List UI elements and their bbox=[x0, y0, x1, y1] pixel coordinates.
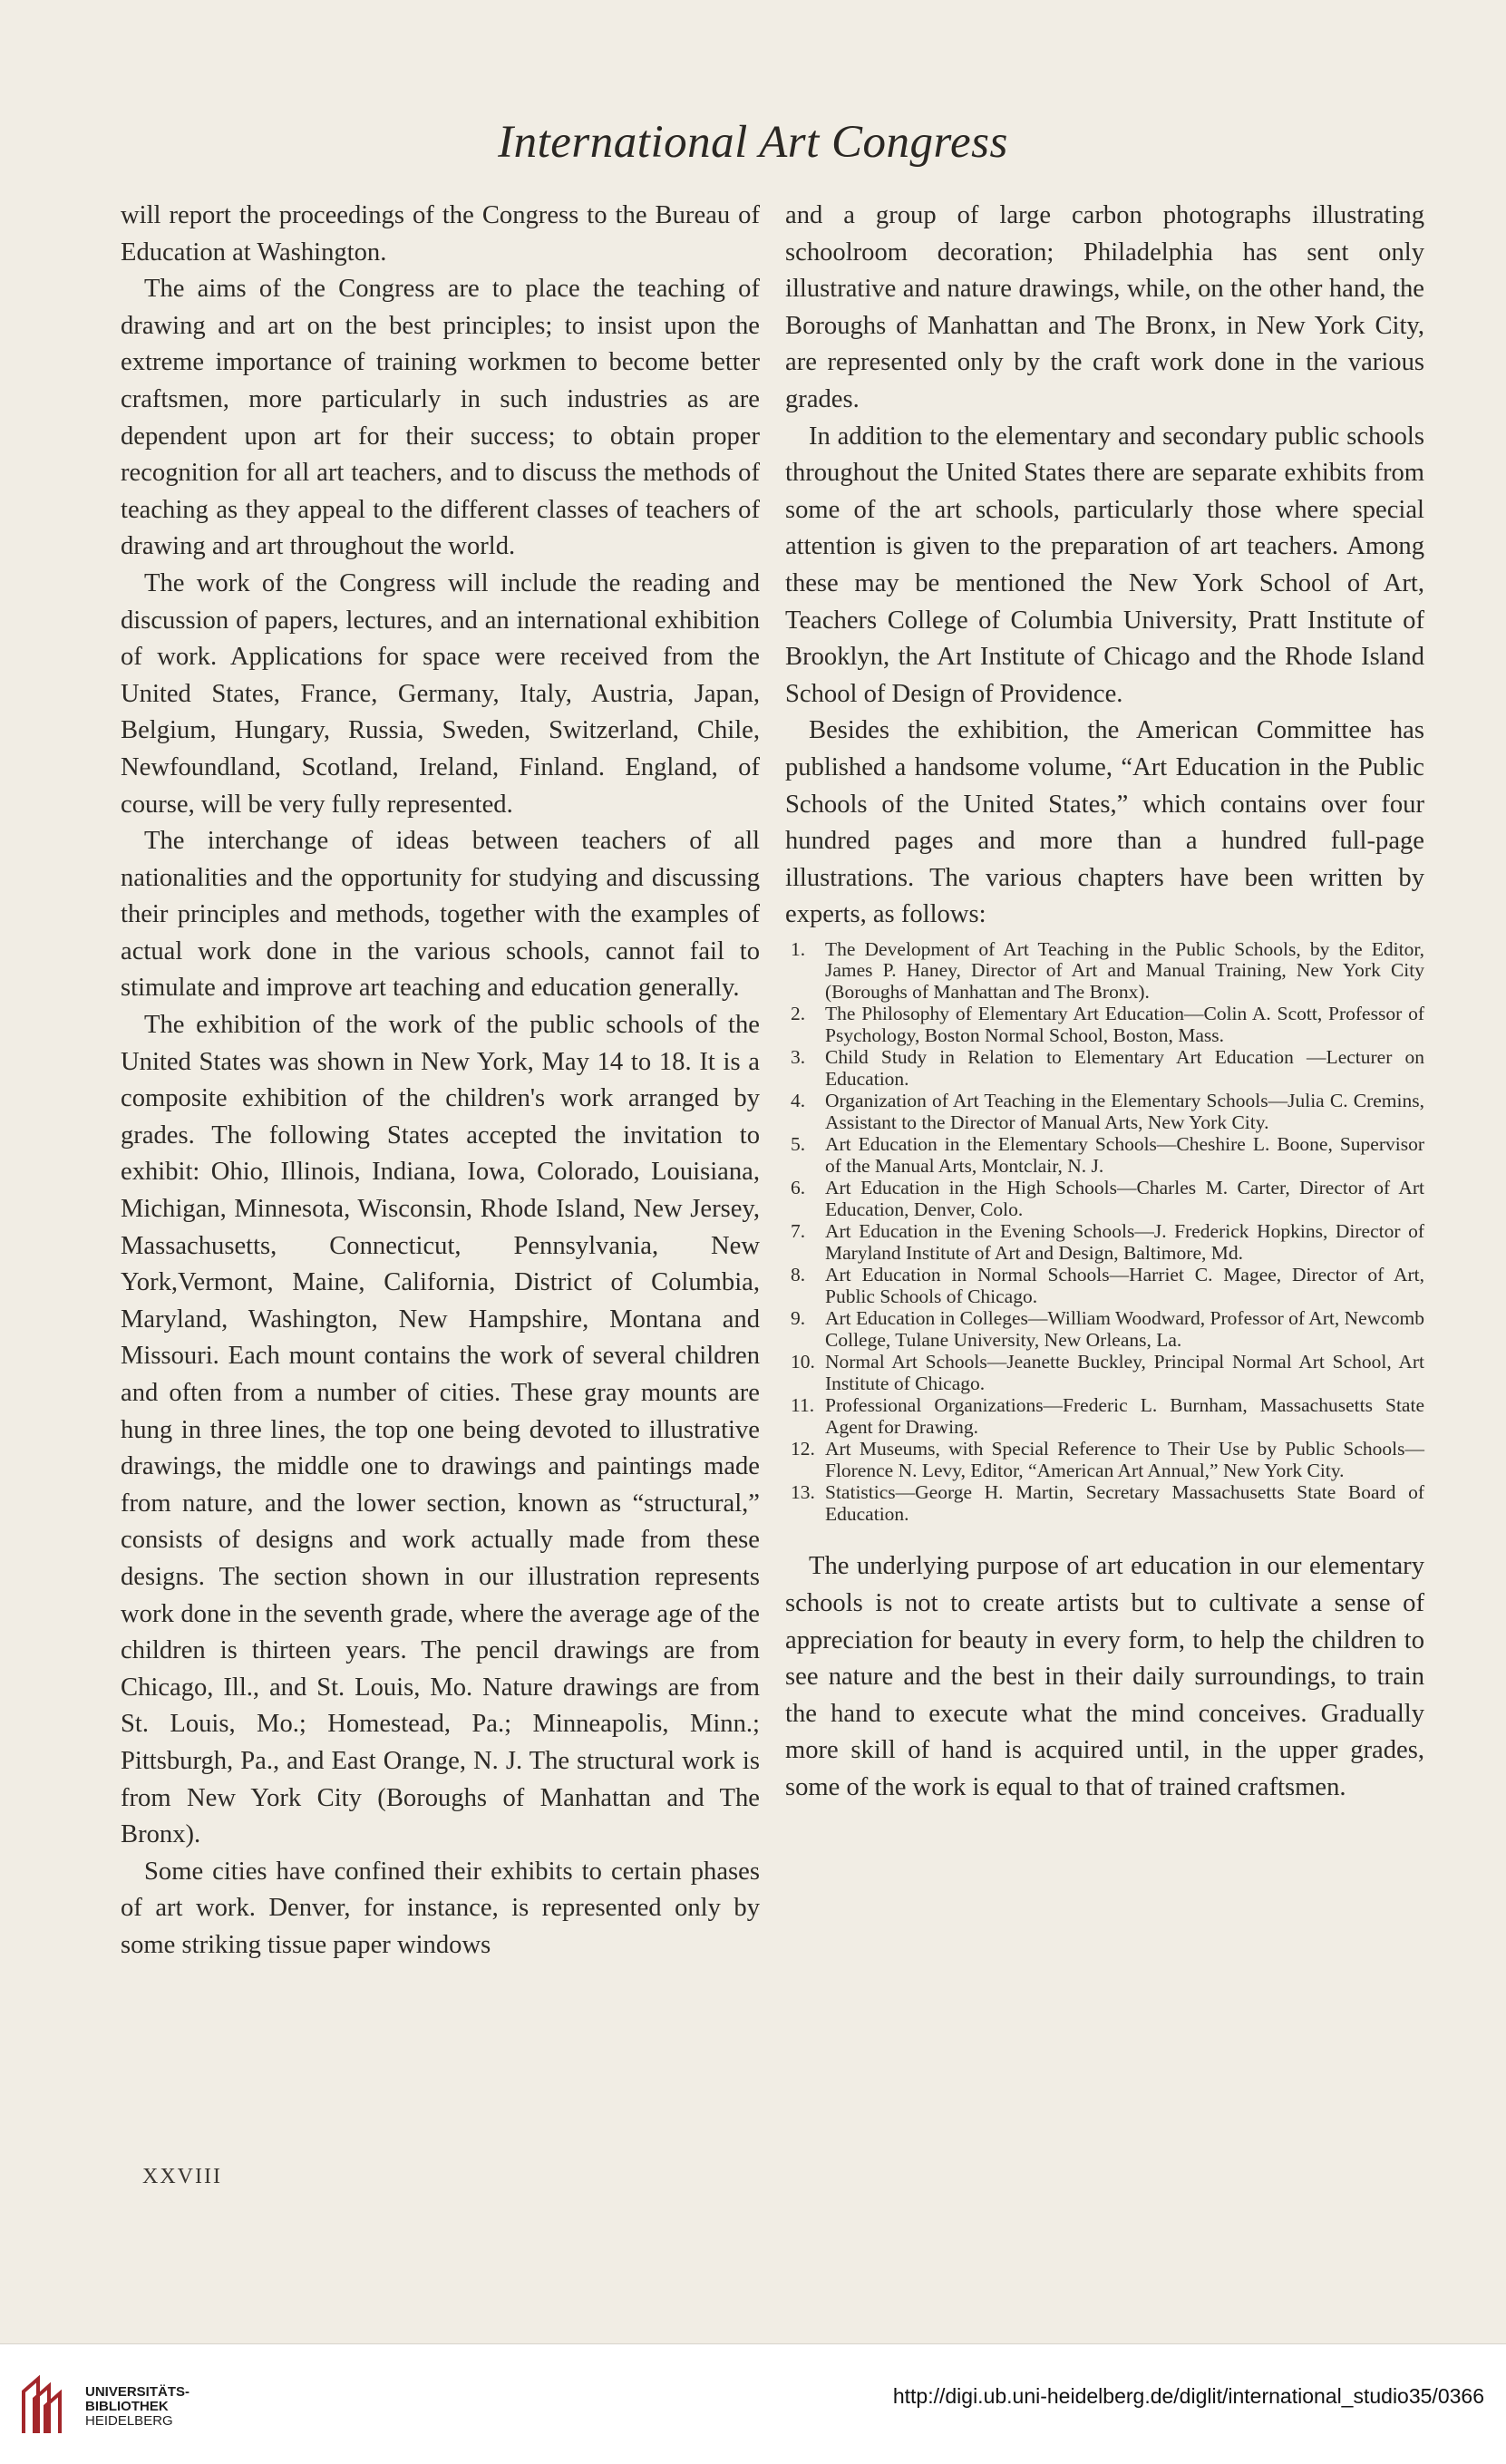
chapter-text: The Philosophy of Elementary Art Education—Colin A. Scott, Professor of Psychology, Boston Normal School, Boston, Mass. bbox=[825, 1003, 1424, 1046]
left-column bbox=[121, 198, 760, 1964]
chapter-text: Art Education in the Elementary Schools—Cheshire L. Boone, Supervisor of the Manual Arts, Montclair, N. J. bbox=[825, 1133, 1424, 1177]
paragraph: Some cities have confined their exhibits to certain phases of art work. Denver, for instance, is represented only by some striking tissue paper windows bbox=[121, 1857, 760, 1959]
chapter-item bbox=[785, 1308, 1424, 1351]
chapter-item bbox=[785, 1265, 1424, 1307]
library-line: UNIVERSITÄTS- bbox=[85, 2384, 190, 2400]
paragraph: The aims of the Congress are to place the teaching of drawing and art on the best principles; to insist upon the extreme importance of training workmen to become better craftsmen, more particularly in such industries as are dependent upon art for their success; to obtain proper recognition for all art teachers, and to discuss the methods of teaching as they appeal to the different classes of teachers of drawing and art throughout the world. bbox=[121, 275, 760, 561]
chapter-item bbox=[785, 1004, 1424, 1046]
chapter-number: 8. bbox=[791, 1264, 806, 1286]
chapter-text: Art Museums, with Special Reference to Their Use by Public Schools—Florence N. Levy, Editor, “American Art Annual,” New York City. bbox=[825, 1438, 1424, 1481]
chapter-text: Child Study in Relation to Elementary Art Education —Lecturer on Education. bbox=[825, 1046, 1424, 1090]
library-logo-icon bbox=[18, 2373, 69, 2435]
chapter-text: Art Education in the High Schools—Charles M. Carter, Director of Art Education, Denver, Colo. bbox=[825, 1177, 1424, 1220]
paragraph: In addition to the elementary and secondary public schools throughout the United States there are separate exhibits from some of the art schools, particularly those where special attention is given to the preparation of art teachers. Among these may be mentioned the New York School of Art, Teachers College of Columbia University, Pratt Institute of Brooklyn, the Art Institute of Chicago and the Rhode Island School of Design of Providence. bbox=[785, 422, 1424, 708]
chapter-text: Art Education in Colleges—William Woodward, Professor of Art, Newcomb College, Tulane University, New Orleans, La. bbox=[825, 1307, 1424, 1351]
chapter-text: The Development of Art Teaching in the Public Schools, by the Editor, James P. Haney, Director of Art and Manual Training, New York City (Boroughs of Manhattan and The Bronx). bbox=[825, 937, 1424, 1003]
running-header: International Art Congress bbox=[498, 117, 1008, 168]
chapter-number: 3. bbox=[791, 1046, 806, 1069]
chapter-item bbox=[785, 1178, 1424, 1220]
chapter-text: Normal Art Schools—Jeanette Buckley, Principal Normal Art School, Art Institute of Chicago. bbox=[825, 1351, 1424, 1394]
paragraph: The interchange of ideas between teachers of all nationalities and the opportunity for studying and discussing their principles and methods, together with the examples of actual work done in the various schools, cannot fail to stimulate and improve art teaching and education generally. bbox=[121, 827, 760, 1003]
paragraph: The underlying purpose of art education in our elementary schools is not to create artists but to cultivate a sense of appreciation for beauty in every form, to help the children to see nature and the best in their daily surroundings, to train the hand to execute what the mind conceives. Gradually more skill of hand is acquired until, in the upper grades, some of the work is equal to that of trained craftsmen. bbox=[785, 1552, 1424, 1801]
chapter-item bbox=[785, 1047, 1424, 1090]
paragraph: will report the proceedings of the Congress to the Bureau of Education at Washington. bbox=[121, 201, 760, 267]
library-line: HEIDELBERG bbox=[85, 2413, 173, 2429]
chapter-item bbox=[785, 1439, 1424, 1481]
chapter-item bbox=[785, 1482, 1424, 1525]
chapter-number: 6. bbox=[791, 1177, 806, 1199]
library-name bbox=[85, 2385, 189, 2429]
chapter-text: Organization of Art Teaching in the Elementary Schools—Julia C. Cremins, Assistant to the Director of Manual Arts, New York City. bbox=[825, 1090, 1424, 1133]
chapter-number: 1. bbox=[791, 937, 806, 960]
right-column bbox=[785, 198, 1424, 1807]
chapter-number: 10. bbox=[791, 1351, 815, 1373]
chapter-number: 13. bbox=[791, 1481, 815, 1504]
chapter-text: Art Education in Normal Schools—Harriet C. Magee, Director of Art, Public Schools of Chicago. bbox=[825, 1264, 1424, 1307]
chapter-item bbox=[785, 939, 1424, 1004]
chapter-text: Art Education in the Evening Schools—J. Frederick Hopkins, Director of Maryland Institute of Art and Design, Baltimore, Md. bbox=[825, 1220, 1424, 1264]
chapter-number: 4. bbox=[791, 1090, 806, 1112]
source-url-link[interactable]: http://digi.ub.uni-heidelberg.de/diglit/international_studio35/0366 bbox=[892, 2384, 1484, 2408]
chapter-item bbox=[785, 1091, 1424, 1133]
chapter-text: Statistics—George H. Martin, Secretary Massachusetts State Board of Education. bbox=[825, 1481, 1424, 1525]
library-line: BIBLIOTHEK bbox=[85, 2399, 169, 2414]
chapter-number: 11. bbox=[791, 1394, 815, 1417]
page-number: XXVIII bbox=[142, 2165, 222, 2188]
chapter-number: 9. bbox=[791, 1307, 806, 1330]
chapter-number: 7. bbox=[791, 1220, 806, 1243]
paragraph: The exhibition of the work of the public schools of the United States was shown in New York, May 14 to 18. It is a composite exhibition of the children's work arranged by grades. The following States accepted the invitation to exhibit: Ohio, Illinois, Indiana, Iowa, Colorado, Louisiana, Michigan, Minnesota, Wisconsin, Rhode Island, New Jersey, Massachusetts, Connecticut, Pennsylvania, New York,Vermont, Maine, California, District of Columbia, Maryland, Washington, New Hampshire, Montana and Missouri. Each mount contains the work of several children and often from a number of cities. These gray mounts are hung in three lines, the top one being devoted to illustrative drawings, the middle one to drawings and paintings made from nature, and the lower section, known as “structural,” consists of designs and work actually made from these designs. The section shown in our illustration represents work done in the seventh grade, where the average age of the children is thirteen years. The pencil drawings are from Chicago, Ill., and St. Louis, Mo. Nature drawings are from St. Louis, Mo.; Homestead, Pa.; Minneapolis, Minn.; Pittsburgh, Pa., and East Orange, N. J. The structural work is from New York City (Boroughs of Manhattan and The Bronx). bbox=[121, 1011, 760, 1849]
chapter-item bbox=[785, 1395, 1424, 1438]
chapter-number: 12. bbox=[791, 1438, 815, 1460]
library-footer bbox=[0, 2343, 1506, 2464]
chapter-list bbox=[785, 939, 1424, 1526]
paragraph: Besides the exhibition, the American Committee has published a handsome volume, “Art Education in the Public Schools of the United States,” which contains over four hundred pages and more than a hundred full-page illustrations. The various chapters have been written by experts, as follows: bbox=[785, 716, 1424, 929]
chapter-text: Professional Organizations—Frederic L. Burnham, Massachusetts State Agent for Drawing. bbox=[825, 1394, 1424, 1438]
paragraph: and a group of large carbon photographs illustrating schoolroom decoration; Philadelphia has sent only illustrative and nature drawings, while, on the other hand, the Boroughs of Manhattan and The Bronx, in New York City, are represented only by the craft work done in the various grades. bbox=[785, 201, 1424, 413]
chapter-number: 2. bbox=[791, 1003, 806, 1025]
chapter-item bbox=[785, 1221, 1424, 1264]
chapter-item bbox=[785, 1134, 1424, 1177]
chapter-item bbox=[785, 1352, 1424, 1394]
paragraph: The work of the Congress will include the reading and discussion of papers, lectures, and an international exhibition of work. Applications for space were received from the United States, France, Germany, Italy, Austria, Japan, Belgium, Hungary, Russia, Sweden, Switzerland, Chile, Newfoundland, Scotland, Ireland, Finland. England, of course, will be very fully represented. bbox=[121, 568, 760, 819]
chapter-number: 5. bbox=[791, 1133, 806, 1156]
